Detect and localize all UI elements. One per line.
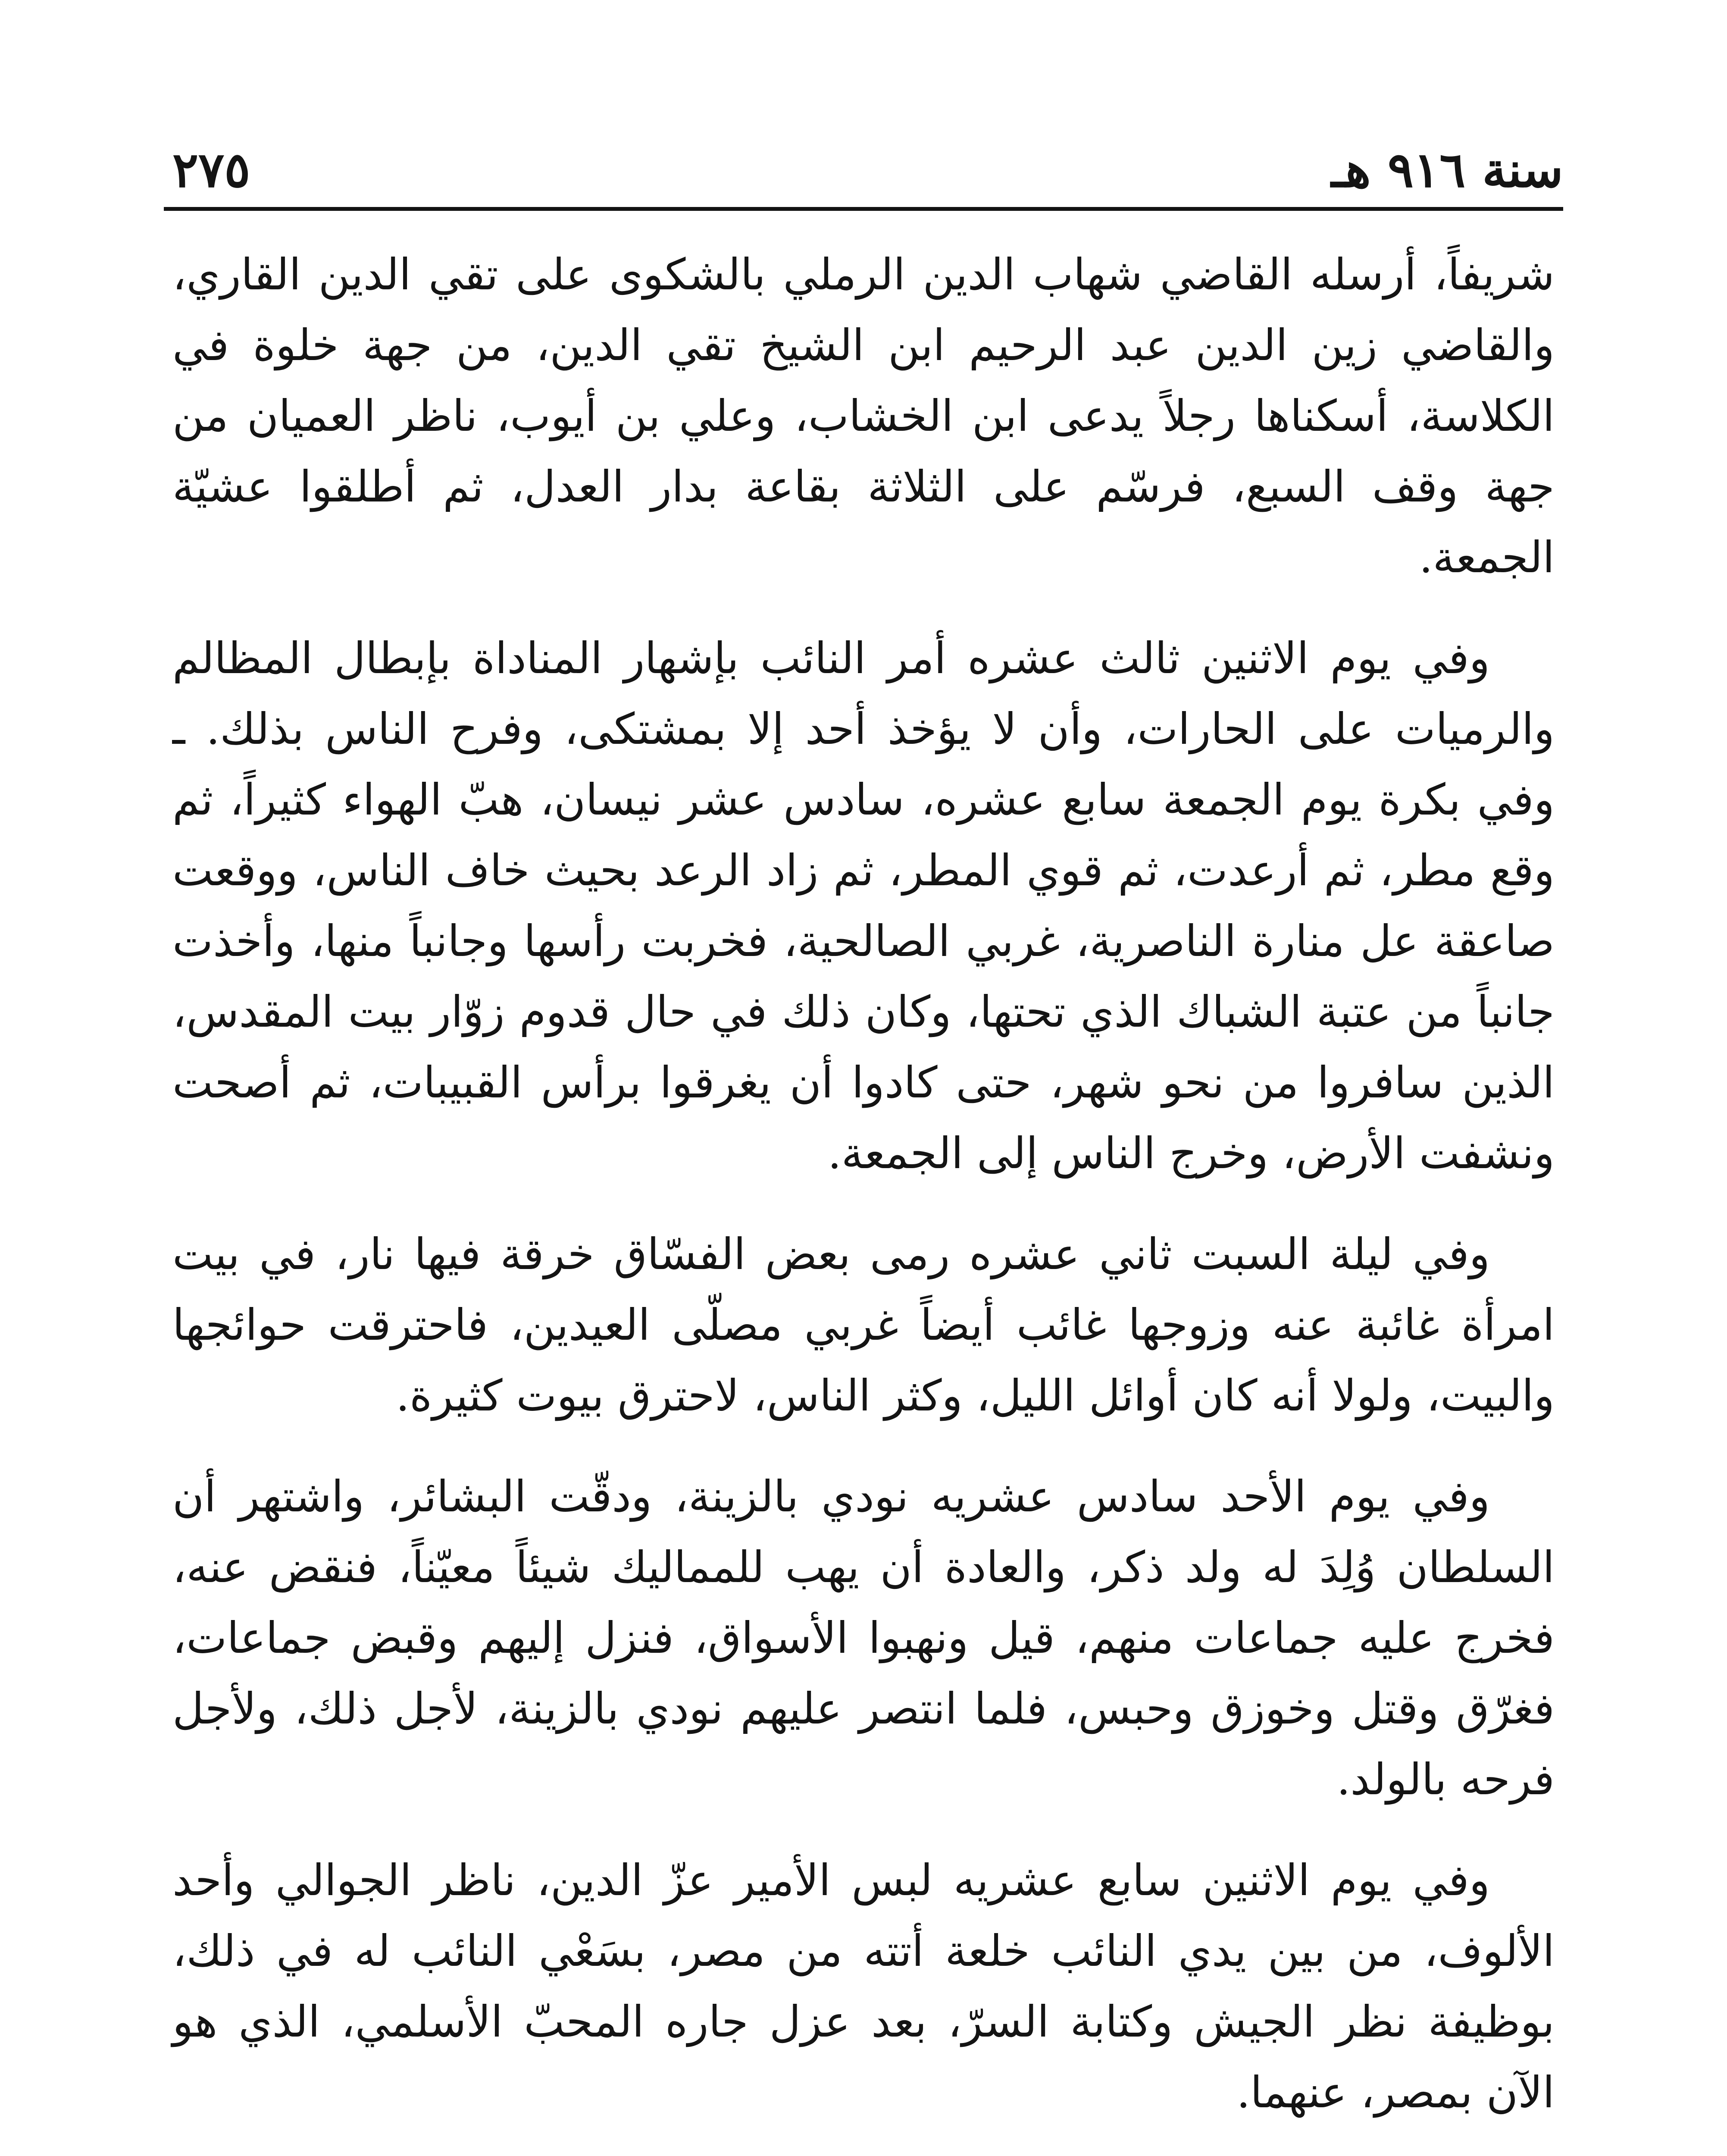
page-number: ٢٧٥ <box>172 142 250 198</box>
paragraph: شريفاً، أرسله القاضي شهاب الدين الرملي بالشكوى على تقي الدين القاري، والقاضي زين الدين عبد الرحيم ابن الشيخ تقي الدين، من جهة خلوة في الكلاسة، أسكناها رجلاً يدعى ابن الخشاب، وعلي بن أيوب، ناظر العميان من جهة وقف السبع، فرسّم على الثلاثة بقاعة بدار العدل، ثم أطلقوا عشيّة الجمعة. <box>172 249 1555 583</box>
paragraph: وفي ليلة السبت ثاني عشره رمى بعض الفسّاق خرقة فيها نار، في بيت امرأة غائبة عنه وزوجها غائب أيضاً غربي مصلّى العيدين، فاحترقت حوائجها والبيت، ولولا أنه كان أوائل الليل، وكثر الناس، لاحترق بيوت كثيرة. <box>172 1229 1555 1421</box>
main-text <box>172 239 1555 2156</box>
header-rule <box>164 207 1563 211</box>
running-head <box>164 129 1563 216</box>
paragraph: وفي يوم الاثنين سابع عشريه لبس الأمير عزّ الدين، ناظر الجوالي وأحد الألوف، من بين يدي النائب خلعة أتته من مصر، بسَعْي النائب له في ذلك، بوظيفة نظر الجيش وكتابة السرّ، بعد عزل جاره المحبّ الأسلمي، الذي هو الآن بمصر، عنهما. <box>172 1855 1555 2118</box>
paragraph: وفي يوم الاثنين ثالث عشره أمر النائب بإشهار المناداة بإبطال المظالم والرميات على الحارات، وأن لا يؤخذ أحد إلا بمشتكى، وفرح الناس بذلك. ـ وفي بكرة يوم الجمعة سابع عشره، سادس عشر نيسان، هبّ الهواء كثيراً، ثم وقع مطر، ثم أرعدت، ثم قوي المطر، ثم زاد الرعد بحيث خاف الناس، ووقعت صاعقة عل منارة الناصرية، غربي الصالحية، فخربت رأسها وجانباً منها، وأخذت جانباً من عتبة الشباك الذي تحتها، وكان ذلك في حال قدوم زوّار بيت المقدس، الذين سافروا من نحو شهر، حتى كادوا أن يغرقوا برأس القبيبات، ثم أصحت ونشفت الأرض، وخرج الناس إلى الجمعة. <box>172 633 1555 1178</box>
running-head-title: سنة ٩١٦ هـ <box>1331 142 1563 198</box>
paragraph: وفي يوم الأحد سادس عشريه نودي بالزينة، ودقّت البشائر، واشتهر أن السلطان وُلِدَ له ولد ذكر، والعادة أن يهب للمماليك شيئاً معيّناً، فنقض عنه، فخرج عليه جماعات منهم، قيل ونهبوا الأسواق، فنزل إليهم وقبض جماعات، فغرّق وقتل وخوزق وحبس، فلما انتصر عليهم نودي بالزينة، لأجل ذلك، ولأجل فرحه بالولد. <box>172 1471 1555 1805</box>
